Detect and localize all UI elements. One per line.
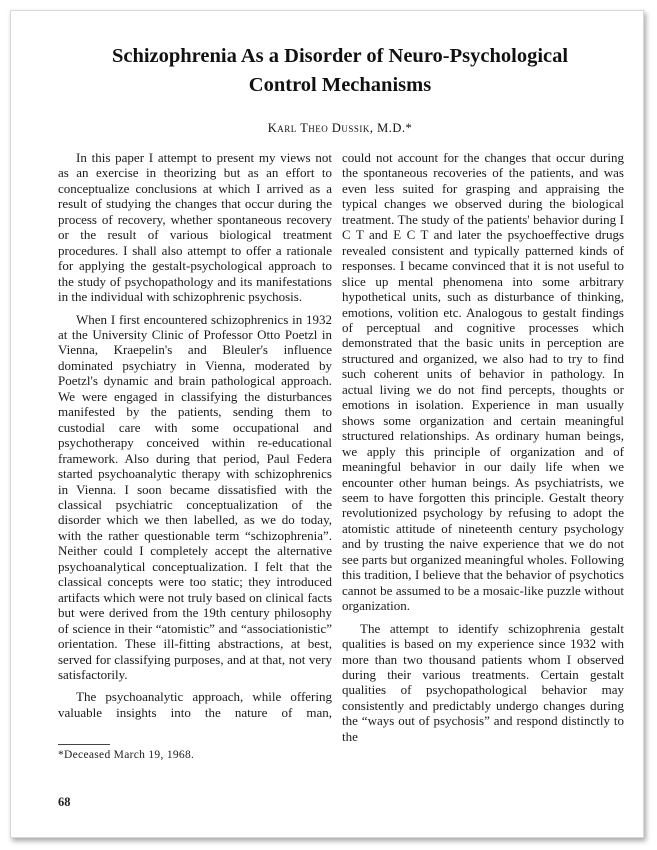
article-title-line-1: Schizophrenia As a Disorder of Neuro-Psychological — [111, 45, 569, 67]
body-paragraph: When I first encountered schizophrenics in 1932 at the University Clinic of Professor Otto Poetzl in Vienna, Kraepelin's and Bleuler's influence dominated psychiatry in Vienna, moderated by Poetzl's dynamic and brain pathological approach. We were engaged in classifying the disturbances manifested by the patients, sending them to custodial care with some occupational and psychotherapy conceived within re-educational framework. Also during that period, Paul Federa started psychoanalytic therapy with schizophrenics in Vienna. I soon became dissatisfied with the classical psychiatric conceptualization of the disorder which we then labelled, as we do today, with the rather questionable term “schizophrenia”. Neither could I completely accept the alternative psychoanalytical conceptualization. I felt that the classical concepts were too static; they introduced artifacts which were not truly based on clinical facts but were derived from the 19th century philosophy of science in their “atomistic” and “associationistic” orientation. These ill-fitting abstractions, at best, served for classifying purposes, and at that, not very satisfactorily. — [58, 311, 332, 682]
footnote: *Deceased March 19, 1968. — [58, 749, 195, 761]
page-number: 68 — [58, 795, 71, 809]
body-paragraph: In this paper I attempt to present my views not as an exercise in theorizing but as an effort to conceptualize conclusions at which I arrived as a result of studying the changes that occur during the process of recovery, whether spontaneous recovery or the result of various biological treatment procedures. I shall also attempt to offer a rationale for applying the gestalt-psychological approach to the study of psychopathology and its manifestations in the individual with schizophrenic psychosis. — [58, 150, 332, 305]
right-column — [342, 150, 624, 744]
left-column — [58, 150, 332, 720]
body-paragraph: could not account for the changes that occur during the spontaneous recoveries of the patients, and was even less suited for grasping and appraising the typical changes we observed during the biological treatment. The study of the patients' behavior during I C T and E C T and later the psychoeffective drugs revealed consistent and typically patterned kinds of responses. I became convinced that it is not useful to slice up mental phenomena into some arbitrary hypothetical units, such as disturbance of thinking, emotions, volition etc. Analogous to gestalt findings of perceptual and cognitive processes which demonstrated that the basic units in perception are structured and organized, we also had to try to find such coherent units of behavior in pathology. In actual living we do not find percepts, thoughts or emotions in isolation. Experience in man usually shows some organization and certain meaningful structured relationships. As ordinary human beings, we apply this principle of organization and of meaningful behavior in our daily life when we encounter other human beings. As psychiatrists, we seem to have forgotten this principle. Gestalt theory revolutionized psychology by refusing to adopt the atomistic attitude of nineteenth century psychology and by trusting the naive experience that we do not see parts but organized meaningful wholes. Following this tradition, I believe that the behavior of psychotics cannot be assumed to be a mosaic-like puzzle without organization. — [342, 150, 624, 614]
body-paragraph: The attempt to identify schizophrenia gestalt qualities is based on my experience since 1932 with more than two thousand patients whom I observed during their various treatments. Certain gestalt qualities of psychopathological behavior may consistently and predictably undergo changes during the “ways out of psychosis” and respond distinctly to the — [342, 620, 624, 744]
article-title — [40, 42, 640, 100]
footnote-rule — [58, 744, 110, 745]
body-paragraph: The psychoanalytic approach, while offering valuable insights into the nature of man, — [58, 689, 332, 720]
article-title-line-2: Control Mechanisms — [248, 74, 432, 96]
author-byline: Karl Theo Dussik, M.D.* — [267, 121, 413, 135]
